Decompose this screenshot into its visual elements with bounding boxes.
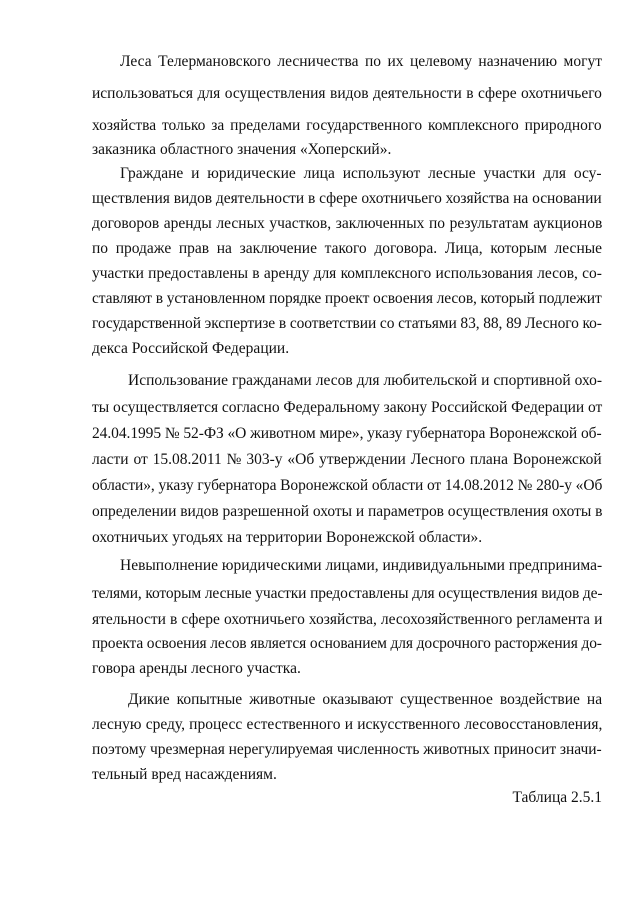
paragraph-5-line-4: тельный вред насаждениям.	[92, 766, 277, 783]
paragraph-2-line-6: ставляют в установленном порядке проект освоения лесов, который подлежит	[92, 290, 602, 307]
paragraph-2-line-3: договоров аренды лесных участков, заключенных по результатам аукционов	[92, 215, 603, 232]
paragraph-4-line-4: проекта освоения лесов является основанием для досрочного расторжения до-	[92, 635, 602, 652]
paragraph-2-line-1: Граждане и юридические лица используют лесные участки для осу-	[120, 165, 602, 182]
paragraph-2-line-4: по продаже прав на заключение такого договора. Лица, которым лесные	[92, 240, 603, 257]
paragraph-5-line-2: лесную среду, процесс естественного и искусственного лесовосстановления,	[92, 716, 603, 733]
paragraph-3-line-7: охотничьих угодьях на территории Воронежской области».	[92, 529, 483, 546]
paragraph-4-line-3: ятельности в сфере охотничьего хозяйства, лесохозяйственного регламента и	[92, 611, 603, 628]
paragraph-1-line-4: заказника областного значения «Хоперский».	[92, 141, 392, 158]
paragraph-4-line-5: говора аренды лесного участка.	[92, 660, 301, 677]
paragraph-3-line-2: ты осуществляется согласно Федеральному закону Российской Федерации от	[92, 399, 603, 416]
paragraph-3-line-6: определении видов разрешенной охоты и параметров осуществления охоты в	[92, 503, 603, 520]
paragraph-3-line-3: 24.04.1995 № 52-ФЗ «О животном мире», указу губернатора Воронежской об-	[92, 425, 602, 442]
paragraph-3-line-4: ласти от 15.08.2011 № 303-у «Об утверждении Лесного плана Воронежской	[92, 451, 602, 468]
paragraph-1-line-3: хозяйства только за пределами государственного комплексного природного	[92, 117, 602, 134]
paragraph-4-line-1: Невыполнение юридическими лицами, индивидуальными предпринима-	[120, 557, 603, 574]
paragraph-1-line-1: Леса Телермановского лесничества по их целевому назначению могут	[120, 53, 603, 70]
paragraph-1-line-2: использоваться для осуществления видов деятельности в сфере охотничьего	[92, 85, 602, 102]
paragraph-2-line-8: декса Российской Федерации.	[92, 340, 290, 357]
paragraph-3-line-5: области», указу губернатора Воронежской области от 14.08.2012 № 280-у «Об	[92, 477, 603, 494]
paragraph-4-line-2: телями, которым лесные участки предоставлены для осуществления видов де-	[92, 585, 603, 602]
paragraph-2-line-2: ществления видов деятельности в сфере охотничьего хозяйства на основании	[92, 190, 602, 207]
paragraph-5-line-1: Дикие копытные животные оказывают существенное воздействие на	[128, 691, 603, 708]
table-caption: Таблица 2.5.1	[512, 789, 602, 806]
paragraph-3-line-1: Использование гражданами лесов для любительской и спортивной охо-	[128, 372, 603, 389]
paragraph-5-line-3: поэтому чрезмерная нерегулируемая численность животных приносит значи-	[92, 741, 602, 758]
paragraph-2-line-7: государственной экспертизе в соответствии со статьями 83, 88, 89 Лесного ко-	[92, 315, 602, 332]
paragraph-2-line-5: участки предоставлены в аренду для комплексного использования лесов, со-	[92, 265, 602, 282]
